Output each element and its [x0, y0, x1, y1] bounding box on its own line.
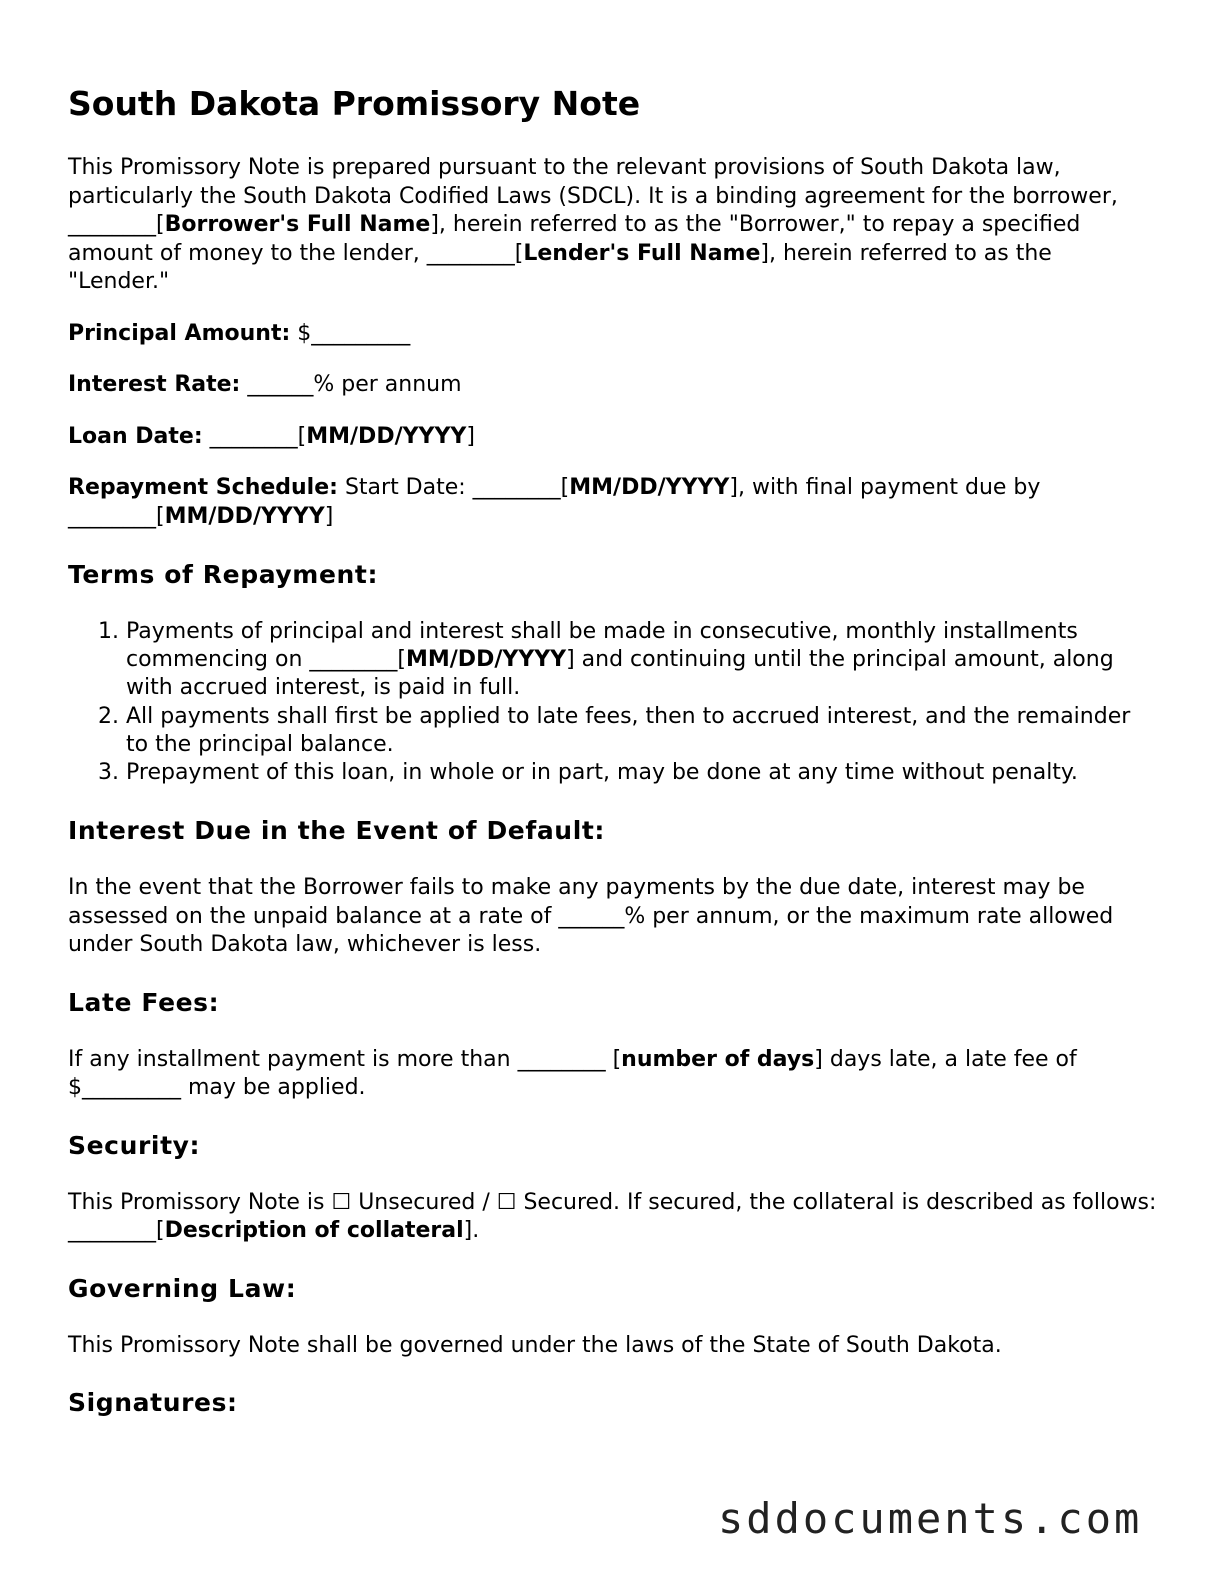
final-date-format: MM/DD/YYYY [164, 503, 325, 529]
terms-item-2: 2. All payments shall first be applied to late fees, then to accrued interest, and the remainder to the principal balance. [126, 703, 1158, 759]
repayment-schedule-label: Repayment Schedule: [68, 475, 338, 500]
principal-amount-label: Principal Amount: [68, 320, 291, 346]
interest-rate-field [68, 371, 1158, 400]
security-text-1: This Promissory Note is ☐ Unsecured / ☐ Secured. If secured, the collateral is described as follows: ________[ [68, 1189, 1157, 1244]
document-page [68, 84, 1158, 1446]
governing-law-paragraph: This Promissory Note shall be governed under the laws of the State of South Dakota. [68, 1332, 1002, 1358]
collateral-placeholder: Description of collateral [164, 1218, 464, 1244]
signatures-heading: Signatures: [68, 1388, 238, 1418]
governing-law-heading: Governing Law: [68, 1273, 297, 1303]
loan-date-blank: ________[ [202, 423, 307, 449]
late-fees-paragraph [68, 1046, 1158, 1103]
terms-item-1-text-1: Payments of principal and interest shall be made in consecutive, monthly installments commencing on ________[ [126, 619, 1078, 673]
late-fees-text-1: If any installment payment is more than ________ [ [68, 1046, 622, 1072]
repayment-schedule-text-1: Start Date: ________[ [337, 475, 570, 500]
intro-text-1: This Promissory Note is prepared pursuant to the relevant provisions of South Dakota law, particularly the South Dakota Codified Laws (SDCL). It is a binding agreement for the borrower, ________[ [68, 155, 1118, 237]
terms-item-1-date-format: MM/DD/YYYY [405, 647, 567, 673]
security-heading: Security: [68, 1130, 201, 1160]
number-of-days-placeholder: number of days [621, 1046, 815, 1072]
document-title: South Dakota Promissory Note [68, 84, 641, 123]
intro-text-2: ], herein referred to as the "Borrower," to repay a specified amount of money to the lender, ________[ [68, 212, 1081, 266]
principal-amount-value: $_________ [290, 320, 411, 346]
loan-date-format: MM/DD/YYYY [306, 423, 467, 449]
security-paragraph [68, 1189, 1158, 1246]
interest-rate-value: ______% per annum [240, 372, 462, 397]
default-paragraph: In the event that the Borrower fails to make any payments by the due date, interest may be assessed on the unpaid balance at a rate of ______% per annum, or the maximum rate allowed under South Dakota law, whichever is less. [68, 875, 1114, 958]
repayment-schedule-text-2: ], with final payment due by ________[ [68, 475, 1041, 529]
late-fees-text-2: ] days late, a late fee of $_________ may be applied. [68, 1046, 1077, 1101]
terms-list [68, 618, 1158, 787]
terms-item-3: 3. Prepayment of this loan, in whole or in part, may be done at any time without penalty. [126, 759, 1158, 787]
default-heading: Interest Due in the Event of Default: [68, 816, 606, 846]
terms-item-1 [126, 618, 1158, 703]
loan-date-field [68, 423, 1158, 452]
intro-text-3: ], herein referred to as the "Lender." [68, 240, 1052, 294]
loan-date-label: Loan Date: [68, 423, 203, 449]
repayment-schedule-text-3: ] [324, 503, 334, 529]
repayment-schedule-field [68, 474, 1158, 531]
security-text-2: ]. [463, 1218, 480, 1244]
interest-rate-label: Interest Rate: [68, 372, 241, 397]
intro-paragraph [68, 154, 1158, 297]
borrower-name-placeholder: Borrower's Full Name [164, 212, 431, 237]
late-fees-heading: Late Fees: [68, 987, 220, 1017]
start-date-format: MM/DD/YYYY [569, 475, 730, 500]
lender-name-placeholder: Lender's Full Name [523, 240, 761, 266]
loan-date-end: ] [466, 423, 475, 449]
principal-amount-field [68, 320, 1158, 349]
terms-heading: Terms of Repayment: [68, 560, 379, 589]
site-watermark: sddocuments.com [718, 1494, 1143, 1543]
terms-item-1-text-2: ] and continuing until the principal amount, along with accrued interest, is paid in full. [126, 647, 1114, 701]
